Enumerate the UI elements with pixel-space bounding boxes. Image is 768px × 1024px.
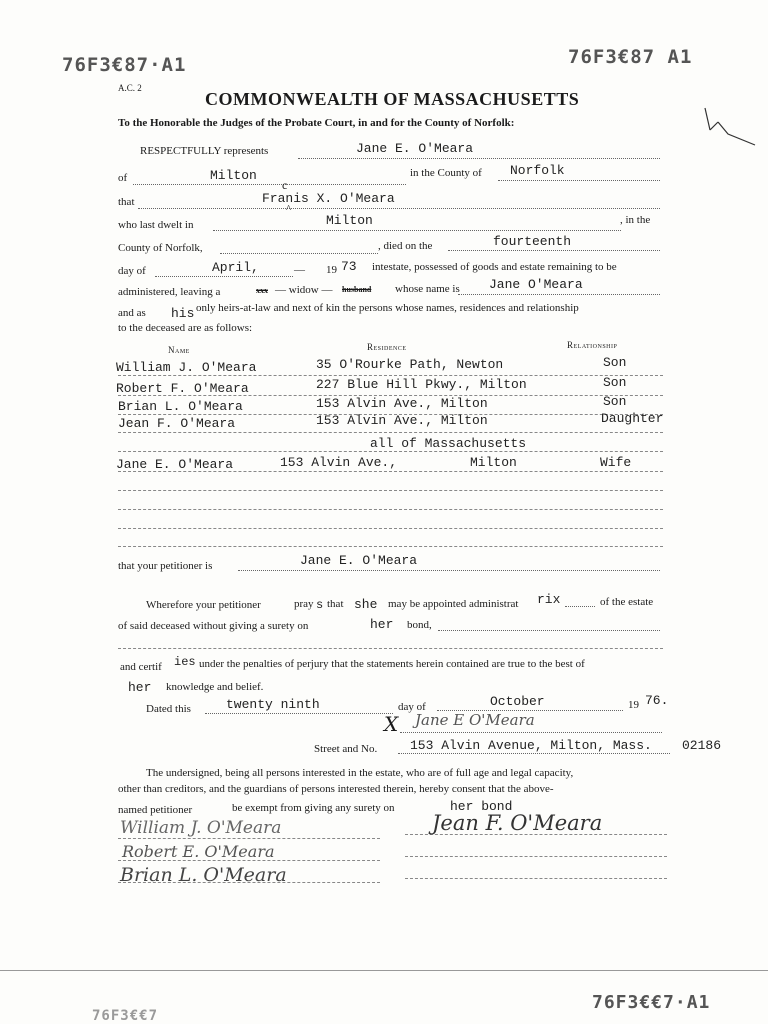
pronoun-her-1: her: [370, 617, 394, 632]
of-line: [133, 184, 406, 185]
heir-relationship: Son: [603, 394, 627, 409]
label-administered: administered, leaving a: [118, 286, 221, 298]
label-in-county: in the County of: [410, 167, 482, 179]
bond-line: [438, 630, 660, 631]
page-bottom-border: [0, 970, 768, 971]
dated-month: October: [490, 694, 545, 709]
table-rule: [118, 471, 663, 472]
stamp-bottom-right: 76F3€€7·A1: [592, 992, 711, 1013]
petitioner-signature: Jane E O'Meara: [415, 711, 535, 729]
label-wherefore: Wherefore your petitioner: [146, 599, 261, 611]
document-subtitle: To the Honorable the Judges of the Probate Court, in and for the County of Norfolk:: [118, 117, 515, 129]
table-rule: [118, 546, 663, 547]
label-bond: bond,: [407, 619, 432, 631]
heir-relationship: Son: [603, 355, 627, 370]
label-pray: pray: [294, 598, 314, 610]
label-petitioner-is: that your petitioner is: [118, 560, 213, 572]
heir-relationship: Son: [603, 375, 627, 390]
heir-residence: 227 Blue Hill Pkwy., Milton: [316, 377, 527, 392]
col-header-relationship: Relationship: [567, 340, 618, 350]
deceased-name: Franis X. O'Meara: [262, 191, 395, 206]
label-that-2: that: [327, 598, 344, 610]
label-only-heirs: only heirs-at-law and next of kin the persons whose names, residences and relationship: [196, 302, 579, 314]
label-respectfully: RESPECTFULLY represents: [140, 145, 269, 157]
label-named-petitioner: named petitioner: [118, 804, 193, 816]
label-county-norfolk: County of Norfolk,: [118, 242, 203, 254]
consent-sig-line: [405, 856, 667, 857]
pronoun-his: his: [171, 306, 195, 321]
widow-name: Jane O'Meara: [489, 277, 583, 292]
label-last-dwelt: who last dwelt in: [118, 219, 194, 231]
street-address: 153 Alvin Avenue, Milton, Mass.: [410, 738, 652, 753]
consent-signature-2: Robert E. O'Meara: [122, 842, 275, 861]
rix-line: [565, 606, 595, 607]
table-rule: [118, 528, 663, 529]
heir-residence: 153 Alvin Ave., Milton: [316, 396, 488, 411]
petitioner-signature-line: [400, 732, 662, 733]
death-month-line: [155, 276, 293, 277]
dated-year: 76.: [645, 693, 669, 708]
widow-row-town: Milton: [470, 455, 517, 470]
widow-row-residence: 153 Alvin Ave.,: [280, 455, 398, 470]
col-header-residence: Residence: [367, 342, 407, 352]
dated-day: twenty ninth: [226, 697, 320, 712]
label-day-of: day of: [118, 265, 146, 277]
last-dwelt-line: [213, 230, 621, 231]
heir-name: Brian L. O'Meara: [118, 399, 243, 414]
pronoun-her-2: her: [128, 680, 152, 695]
label-to-deceased: to the deceased are as follows:: [118, 322, 253, 334]
label-without-surety: of said deceased without giving a surety on: [118, 620, 309, 632]
stamp-bottom-left: 76F3€€7: [92, 1008, 159, 1024]
of-town: Milton: [210, 168, 257, 183]
pray-suffix: s: [316, 598, 324, 612]
struck-word-1: xxx: [256, 286, 268, 295]
label-of: of: [118, 172, 128, 184]
margin-pen-mark: [700, 100, 760, 150]
label-nineteen: 19: [628, 699, 639, 711]
deceased-line: [138, 208, 660, 209]
widow-row-relationship: Wife: [600, 455, 632, 470]
stamp-top-left: 76F3€87·A1: [62, 54, 187, 76]
county-line: [498, 180, 660, 181]
table-rule: [118, 375, 663, 376]
document-title: COMMONWEALTH OF MASSACHUSETTS: [205, 89, 580, 109]
certif-suffix: ies: [174, 655, 196, 669]
label-penalties: under the penalties of perjury that the statements herein contained are true to the best of: [199, 658, 585, 670]
all-of-massachusetts: all of Massachusetts: [370, 436, 527, 451]
petitioner-name: Jane E. O'Meara: [356, 141, 474, 156]
heir-residence: 153 Alvin Ave., Milton: [316, 413, 488, 428]
dated-day-line: [205, 713, 393, 714]
heir-relationship: Daughter: [601, 411, 664, 426]
insert-letter: c: [282, 178, 288, 192]
her-bond: her bond: [450, 799, 513, 814]
year-prefix: 19: [326, 264, 337, 276]
label-in-the: , in the: [620, 214, 651, 226]
widow-row-name: Jane E. O'Meara: [116, 457, 234, 472]
table-rule: [118, 490, 663, 491]
death-day: fourteenth: [493, 234, 572, 249]
table-rule: [118, 509, 663, 510]
caret-mark: ^: [286, 203, 292, 215]
label-that: that: [118, 196, 135, 208]
label-appointed: may be appointed administrat: [388, 598, 519, 610]
street-line: [398, 753, 670, 754]
heir-name: William J. O'Meara: [116, 360, 257, 375]
label-day-of-2: day of: [398, 701, 426, 713]
consent-text-2: other than creditors, and the guardians of persons interested therein, hereby consent that the above-: [118, 783, 554, 795]
stamp-top-right: 76F3€87 A1: [568, 46, 693, 68]
blank-rule: [118, 648, 663, 649]
consent-sig-line: [118, 838, 380, 839]
death-year: 73: [341, 259, 357, 274]
zip-code: 02186: [682, 738, 722, 753]
heir-name: Jean F. O'Meara: [118, 416, 236, 431]
administratrix-suffix: rix: [537, 592, 561, 607]
form-code: A.C. 2: [118, 83, 142, 93]
label-street: Street and No.: [314, 743, 378, 755]
label-intestate: intestate, possessed of goods and estate remaining to be: [372, 261, 617, 273]
consent-text-1: The undersigned, being all persons interested in the estate, who are of full age and legal capacity,: [146, 767, 574, 779]
consent-sig-line: [405, 878, 667, 879]
label-and-certif: and certif: [120, 661, 162, 673]
county-name: Norfolk: [510, 163, 565, 178]
widow-name-line: [458, 294, 660, 295]
heir-name: Robert F. O'Meara: [116, 381, 249, 396]
pronoun-she: she: [354, 597, 378, 612]
county-norfolk-line: [220, 253, 378, 254]
consent-signature-1: William J. O'Meara: [120, 818, 282, 838]
petitioner-line: [298, 158, 660, 159]
heir-residence: 35 O'Rourke Path, Newton: [316, 357, 504, 372]
consent-signature-4: Jean F. O'Meara: [432, 811, 603, 835]
label-and-as: and as: [118, 307, 146, 319]
petitioner-is-name: Jane E. O'Meara: [300, 553, 418, 568]
table-rule: [118, 432, 663, 433]
col-header-name: Name: [168, 345, 190, 355]
label-widow: — widow —: [275, 284, 333, 296]
label-died-on: , died on the: [378, 240, 433, 252]
label-whose-name: whose name is: [395, 283, 460, 295]
petitioner-is-line: [238, 570, 660, 571]
label-knowledge: knowledge and belief.: [166, 681, 264, 693]
x-mark: X: [384, 712, 399, 736]
table-rule: [118, 451, 663, 452]
label-be-exempt: be exempt from giving any surety on: [232, 802, 395, 814]
struck-word-2: husband: [342, 285, 372, 294]
label-of-estate: of the estate: [600, 596, 654, 608]
label-dated-this: Dated this: [146, 703, 191, 715]
death-day-line: [448, 250, 660, 251]
last-dwelt-town: Milton: [326, 213, 373, 228]
consent-signature-3: Brian L. O'Meara: [120, 864, 287, 886]
dash-1: —: [294, 264, 305, 276]
death-month: April,: [212, 260, 259, 275]
